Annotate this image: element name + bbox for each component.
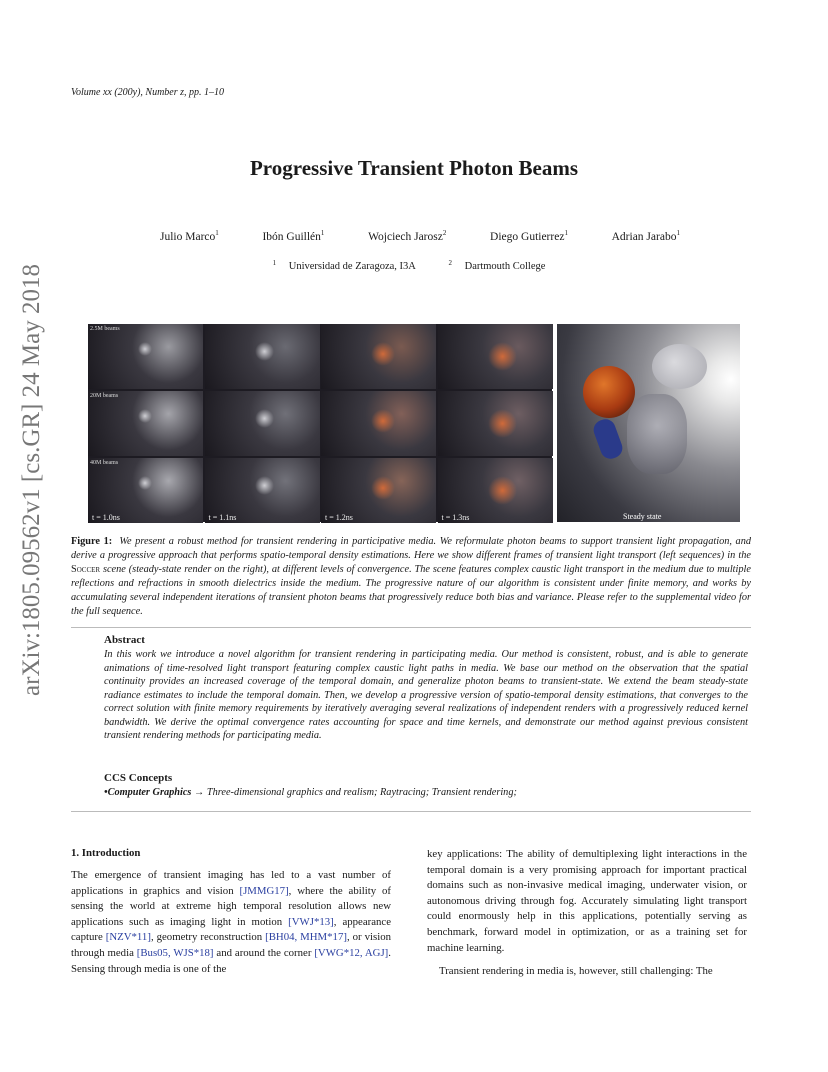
intro-column-2 [427,847,747,980]
citation-link[interactable]: [VWG*12, AGJ] [314,946,389,959]
citation-link[interactable]: [VWJ*13] [288,915,334,928]
figure-frame [321,391,436,456]
figure-transient-grid [88,324,552,522]
author: Julio Marco$^1$ [160,229,219,243]
figure-steady-state-render [557,324,740,522]
text-run: , appearance capture [71,915,391,944]
paragraph [71,868,391,977]
text-run: , where the ability of sensing the world at extreme high temporal resolution allows new applications such as imaging light in motion [71,884,391,928]
citation-link[interactable]: [NZV*11] [105,931,151,944]
text-run: , or vision through media [71,931,391,959]
figure-frame [88,458,203,523]
time-label: t = 1.2ns [325,513,353,522]
figure-frame [205,458,320,523]
citation-link[interactable]: [Bus05, WJS*18] [136,946,214,959]
divider [71,627,751,628]
figure-frame [88,391,203,456]
text-run: . Sensing through media is one of the [71,946,391,975]
row-label: 2.5M beams [90,326,120,332]
paper-title: Progressive Transient Photon Beams [249,156,579,180]
author: Diego Gutierrez$^1$ [490,229,568,243]
figure-caption: Figure 1: We present a robust method for transient rendering in participative media. We reformulate photon beams to support transient light propagation, and derive a progressive approach that performs spatio-temporal density estimations. Here we show different frames of transient light transport (left sequences) in the Soccer scene (steady-state render on the right), at different levels of convergence. The scene features complex caustic light transport in the medium due to multiple reflections and refractions in smooth dielectrics inside the medium. The progressive nature of our algorithm is consistent under finite memory, and works by accumulating several independent iterations of transient photon beams that progressively reduce both bias and variance. Please refer to the supplemental video for the full sequence. [71,536,751,617]
row-label: 40M beams [90,460,119,466]
author: Wojciech Jarosz$^2$ [368,229,447,243]
steady-state-label: Steady state [623,512,662,521]
affiliation: $^2$ Dartmouth College [448,259,546,272]
abstract-heading: Abstract [104,634,145,646]
intro-column-1 [71,868,391,977]
arxiv-stamp: arXiv:1805.09562v1 [cs.GR] 24 May 2018 [18,264,45,696]
abstract-text: In this work we introduce a novel algorithm for transient rendering in participating media. Our method is consistent, robust, and is able to generate animations of time-resolved light transport featuring complex caustic light paths in media. We base our method on the observation that the spatial continuity provides an increased coverage of the temporal domain, and generalize photon beams to transient-state. We extend the beam steady-state radiance estimates to include the temporal domain. Then, we develop a progressive version of spatio-temporal density estimations, that converges to the correct solution with finite memory requirements by iteratively averaging several realizations of independent renders with a progressively reduced kernel bandwidth. We derive the optimal convergence rates accounting for space and time kernels, and demonstrate our method against previous consistent transient rendering methods for participating media. [104,649,748,741]
figure-frame [205,324,320,389]
paragraph: Transient rendering in media is, however, still challenging: The [439,965,713,978]
figure-frame [205,391,320,456]
row-label: 20M beams [90,393,119,399]
author-list [160,231,680,243]
time-label: t = 1.1ns [208,513,237,522]
affiliations [0,261,828,272]
journal-header: Volume xx (200y), Number z, pp. 1–10 [71,87,225,98]
ccs-concepts: •Computer Graphics → Three-dimensional graphics and realism; Raytracing; Transient rendering; [104,787,517,798]
divider [71,811,751,812]
author: Ibón Guillén$^1$ [262,229,325,243]
citation-link[interactable]: [BH04, MHM*17] [265,931,347,944]
figure-frame [321,458,436,523]
affiliation: $^1$ Universidad de Zaragoza, I3A [272,259,416,272]
figure-frame [438,391,553,456]
author: Adrian Jarabo$^1$ [611,229,680,243]
citation-link[interactable]: [JMMG17] [239,884,289,897]
section-heading: 1. Introduction [71,847,141,859]
time-label: t = 1.0ns [92,513,120,522]
figure-frame [321,324,436,389]
paragraph: key applications: The ability of demultiplexing light interactions in the temporal domain is a very promising approach for important practical domains such as non-invasive medical imaging, underwater vision, or autonomous driving through fog. Accurately simulating light transport could enormously help in this applications, potentially serving as benchmark, forward model in optimization, or as a training set for machine learning. [427,848,747,954]
text-run: and around the corner [213,946,315,959]
text-run: The emergence of transient imaging has led to a vast number of applications in graphics and vision [71,869,391,897]
ccs-heading: CCS Concepts [104,772,173,784]
text-run: , geometry reconstruction [150,931,266,944]
figure-frame [88,324,203,389]
figure-frame [438,324,553,389]
figure-frame [438,458,553,523]
time-label: t = 1.3ns [441,513,470,522]
